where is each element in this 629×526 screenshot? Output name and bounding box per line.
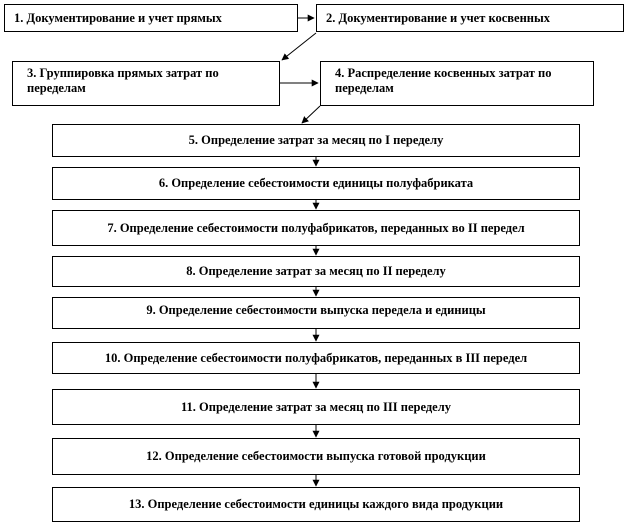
arrow-4-to-5 xyxy=(302,106,320,123)
step-13-label: 13. Определение себестоимости единицы каждого вида продукции xyxy=(128,497,504,511)
step-1-label: 1. Документирование и учет прямых xyxy=(14,10,222,25)
step-4-label: 4. Распределение косвенных затрат по переделам xyxy=(335,66,552,95)
step-8-label: 8. Определение затрат за месяц по II переделу xyxy=(186,264,446,278)
step-10-label: 10. Определение себестоимости полуфабрикатов, переданных в III передел xyxy=(104,350,528,365)
step-12-label: 12. Определение себестоимости выпуска готовой продукции xyxy=(146,449,486,463)
step-5-label: 5. Определение затрат за месяц по I переделу xyxy=(188,133,444,147)
arrow-2-to-3 xyxy=(282,33,316,60)
step-7-label: 7. Определение себестоимости полуфабрикатов, переданных во II передел xyxy=(107,220,525,235)
step-3-label: 3. Группировка прямых затрат по переделам xyxy=(27,66,219,95)
step-2-label: 2. Документирование и учет косвенных xyxy=(326,10,551,25)
step-11-label: 11. Определение затрат за месяц по III переделу xyxy=(181,399,451,414)
step-9-label: 9. Определение себестоимости выпуска передела и единицы xyxy=(146,303,486,317)
step-6-label: 6. Определение себестоимости единицы полуфабриката xyxy=(158,176,474,190)
